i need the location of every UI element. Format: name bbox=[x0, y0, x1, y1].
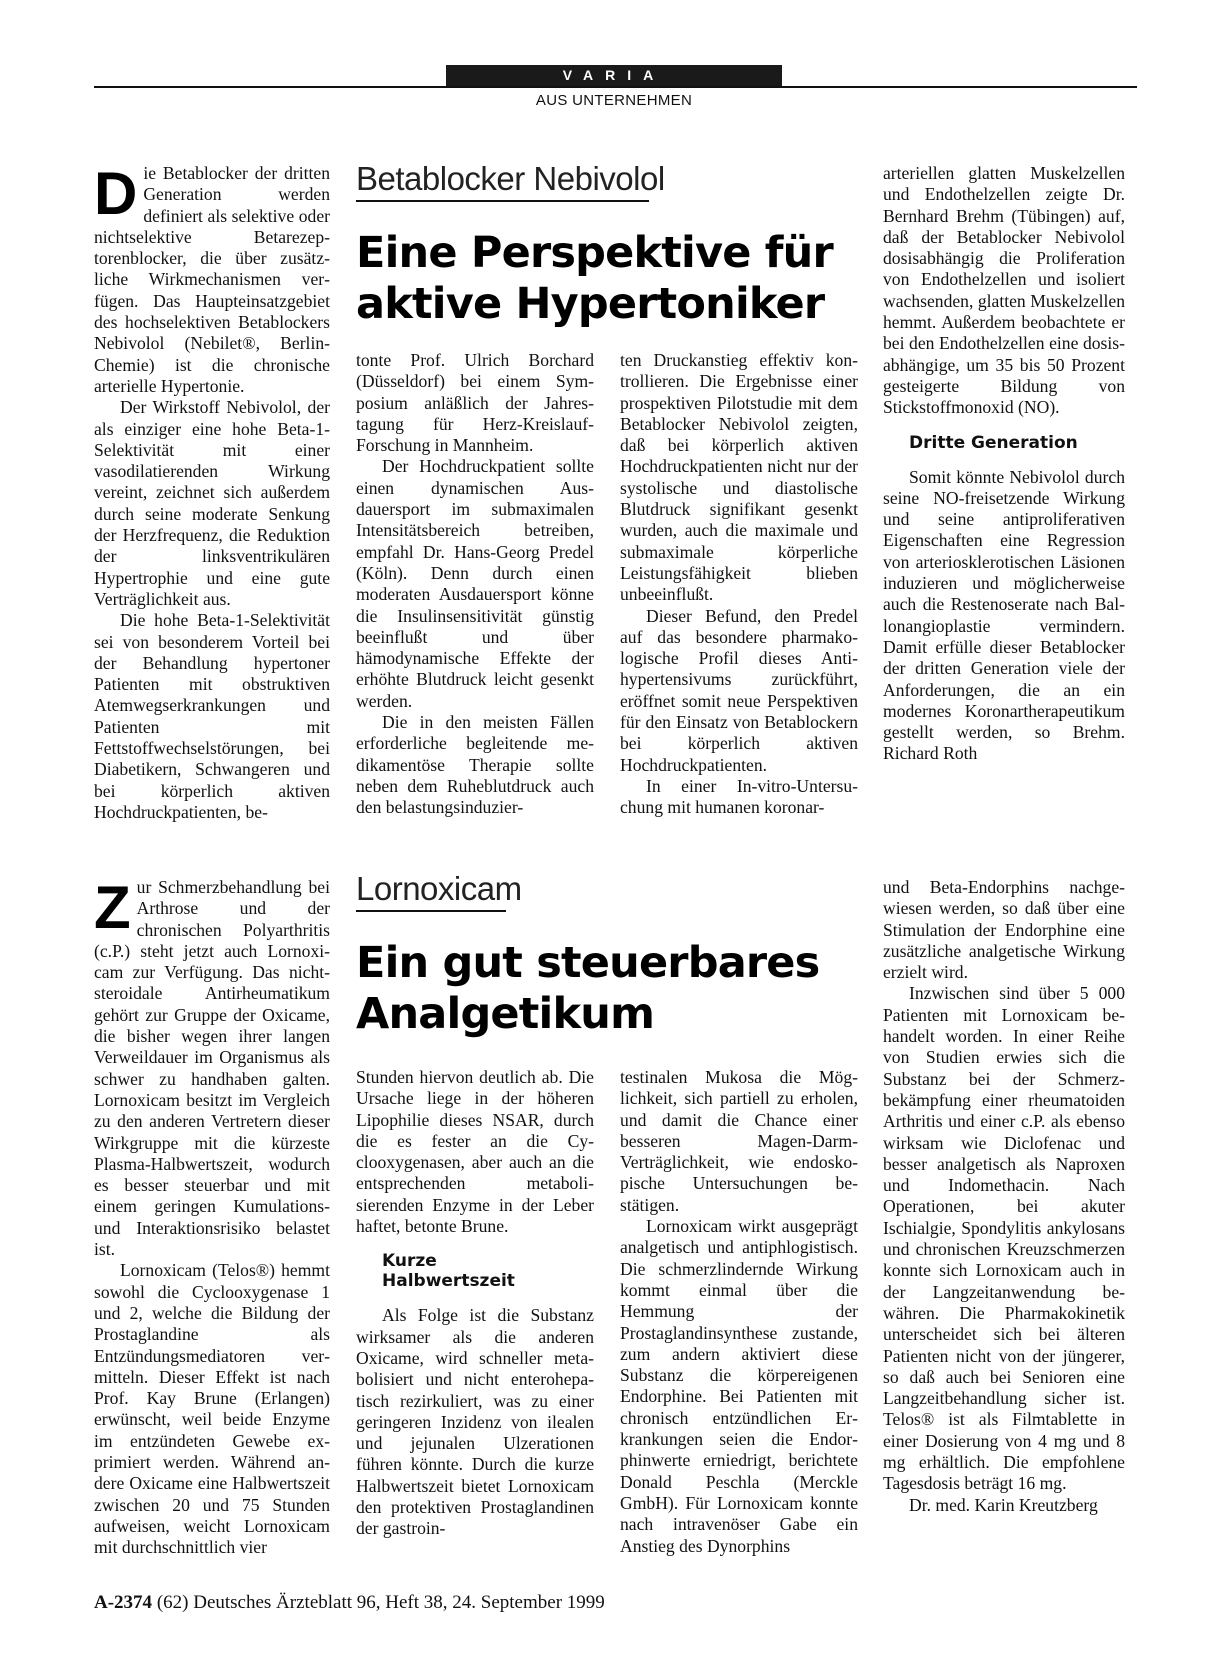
paragraph: ie Betablocker der dritten Generation werden definiert als selektive oder nichtselektive Betarezeptorenblocker, die über zusätzliche Wirkmechanismen verfügen. Das Haupteinsatzgebiet des hochselektiven Betablockers Nebivolol (Nebilet®, Berlin-Chemie) ist die chronische arterielle Hypertonie. bbox=[94, 163, 330, 396]
page-number: A-2374 bbox=[94, 1592, 153, 1613]
paragraph: testinalen Mukosa die Möglichkeit, sich partiell zu erholen, und damit die Chance einer besseren Magen-Darm-Verträglichkeit, wie endoskopische Untersuchungen bestätigen. bbox=[620, 1067, 858, 1215]
subsection-label: AUS UNTERNEHMEN bbox=[535, 92, 693, 109]
article1-headline-line1: Eine Perspektive für bbox=[356, 228, 833, 278]
paragraph: arteriellen glatten Muskelzellen und Endothelzellen zeigte Dr. Bernhard Brehm (Tübingen) auf, daß der Betablocker Nebivolol dosisabhängig die Proliferation von Endothelzellen und isoliert wachsenden, glatten Muskelzellen hemmt. Außerdem beobachtete er bei den Endothelzellen eine dosisabhängige, um 35 bis 50 Prozent gesteigerte Bildung von Stickstoffmonoxid (NO). bbox=[883, 163, 1125, 418]
paragraph: Dieser Befund, den Predel auf das besondere pharmakologische Profil dieses Antihypertensivums zurückführt, eröffnet somit neue Perspektiven für den Einsatz von Betablockern bei körperlich aktiven Hochdruckpatienten. bbox=[620, 605, 858, 775]
paragraph: Der Wirkstoff Nebivolol, der als einziger eine hohe Beta-1-Selektivität mit einer vasodilatierenden Wirkung vereint, zeichnet sich außerdem durch seine moderate Senkung der Herzfrequenz, die Reduktion der linksventrikulären Hypertrophie und eine gute Verträglichkeit aus. bbox=[94, 397, 330, 609]
article1-dropcap: D bbox=[94, 160, 138, 227]
article2-headline-line2: Analgetikum bbox=[356, 989, 655, 1039]
article2-headline bbox=[356, 938, 819, 1040]
article1-column-1 bbox=[94, 160, 330, 823]
header-rule bbox=[94, 86, 1137, 88]
paragraph: Somit könnte Nebivolol durch seine NO-freisetzende Wirkung und seine antiproliferativen Eigenschaften eine Regression von arteriosklerotischen Läsionen induzieren und möglicherweise auch die Restenoserate nach Ballonangioplastie vermindern. Damit erfülle dieser Betablocker der dritten Generation viele der Anforderungen, die an ein modernes Koronartherapeutikum gestellt werden, so Brehm. Richard Roth bbox=[883, 466, 1125, 764]
article2-column-3 bbox=[620, 1067, 858, 1557]
article2-dropcap: Z bbox=[94, 874, 131, 941]
article1-kicker: Betablocker Nebivolol bbox=[356, 160, 665, 197]
paragraph: Lornoxicam wirkt ausgeprägt analgetisch und antiphlogistisch. Die schmerzlindernde Wirkung kommt einmal über die Hemmung der Prostaglandinsynthese zustande, zum andern aktiviert diese Substanz die körpereigenen Endorphine. Bei Patienten mit chronisch entzündlichen Erkrankungen seien die Endorphinwerte erniedrigt, berichtete Donald Peschla (Merckle GmbH). Für Lornoxicam konnte nach intravenöser Gabe ein Anstieg des Dynorphins bbox=[620, 1216, 858, 1556]
article1-column-2 bbox=[356, 350, 594, 819]
article1-headline-line2: aktive Hypertoniker bbox=[356, 279, 825, 329]
article2-subhead bbox=[382, 1251, 594, 1291]
paragraph: Inzwischen sind über 5 000 Patienten mit Lornoxicam behandelt worden. In einer Reihe von Studien erwies sich die Substanz bei der Schmerzbekämpfung einer rheumatoiden Arthritis und einer c.P. als ebenso wirksam wie Diclofenac und besser analgetisch als Naproxen und Indomethacin. Nach Operationen, bei akuter Ischialgie, Spondylitis ankylosans und chronischen Kreuzschmerzen konnte sich Lornoxicam auch in der Langzeitanwendung bewähren. Die Pharmakokinetik unterscheidet sich bei älteren Patienten nicht von der jüngerer, so daß auch bei Senioren eine Langzeitbehandlung sicher ist. Telos® ist als Filmtablette in einer Dosierung von 4 mg und 8 mg erhältlich. Die empfohlene Tagesdosis beträgt 16 mg. bbox=[883, 983, 1125, 1494]
page-footer bbox=[94, 1592, 605, 1614]
article1-column-3 bbox=[620, 350, 858, 819]
article2-subhead-line1: Kurze bbox=[382, 1251, 437, 1272]
paragraph: Lornoxicam (Telos®) hemmt sowohl die Cyclooxygenase 1 und 2, welche die Bildung der Prostaglandine als Entzündungsmediatoren vermitteln. Dieser Effekt ist nach Prof. Kay Brune (Erlangen) erwünscht, weil beide Enzyme im entzündeten Gewebe exprimiert werden. Während andere Oxicame eine Halbwertszeit zwischen 20 und 75 Stunden aufweisen, weicht Lornoxicam mit durchschnittlich vier bbox=[94, 1260, 330, 1558]
section-label: VARIA bbox=[446, 65, 782, 86]
article2-kicker-rule bbox=[356, 910, 506, 912]
signature: Dr. med. Karin Kreutzberg bbox=[909, 1494, 1098, 1515]
paragraph: Stunden hiervon deutlich ab. Die Ursache liege in der höheren Lipophilie dieses NSAR, durch die es fester an die Cyclooxygenasen, aber auch an die entsprechenden metabolisierenden Enzyme in der Leber haftet, betonte Brune. bbox=[356, 1067, 594, 1237]
paragraph: ur Schmerzbehandlung bei Arthrose und der chronischen Polyarthritis (c.P.) steht jetzt auch Lornoxicam zur Verfügung. Das nichtsteroidale Antirheumatikum gehört zur Gruppe der Oxicame, die bisher wegen ihrer langen Verweildauer im Organismus als schwer zu handhaben galten. Lornoxicam besitzt im Vergleich zu den anderen Vertretern dieser Wirkgruppe mit die kürzeste Plasma-Halbwertszeit, wodurch es besser steuerbar und mit einem geringen Kumulations- und Interaktionsrisiko belastet ist. bbox=[94, 877, 330, 1260]
paragraph: ten Druckanstieg effektiv kontrollieren. Die Ergebnisse einer prospektiven Pilotstudie mit dem Betablocker Nebivolol zeigten, daß bei körperlich aktiven Hochdruckpatienten nicht nur der systolische und diastolische Blutdruck signifikant gesenkt wurden, auch die maximale und submaximale körperliche Leistungsfähigkeit blieben unbeeinflußt. bbox=[620, 350, 858, 605]
paragraph: Die in den meisten Fällen erforderliche begleitende medikamentöse Therapie sollte neben dem Ruheblutdruck auch den belastungsinduzier- bbox=[356, 712, 594, 818]
publication-info: (62) Deutsches Ärzteblatt 96, Heft 38, 24. September 1999 bbox=[152, 1592, 605, 1613]
paragraph: In einer In-vitro-Untersuchung mit humanen koronar- bbox=[620, 775, 858, 818]
article2-column-2 bbox=[356, 1067, 594, 1540]
article2-headline-line1: Ein gut steuerbares bbox=[356, 938, 820, 988]
article1-subhead: Dritte Generation bbox=[909, 432, 1078, 453]
paragraph: Die hohe Beta-1-Selektivität sei von besonderem Vorteil bei der Behandlung hypertoner Patienten mit obstruktiven Atemwegserkrankungen und Patienten mit Fettstoffwechselstörungen, bei Diabetikern, Schwangeren und bei körperlich aktiven Hochdruckpatienten, be- bbox=[94, 610, 330, 822]
article2-subhead-line2: Halbwertszeit bbox=[382, 1271, 515, 1292]
article1-headline bbox=[356, 228, 833, 330]
article2-column-1 bbox=[94, 874, 330, 1559]
paragraph: Als Folge ist die Substanz wirksamer als die anderen Oxicame, wird schneller metabolisiert und nicht enterohepatisch rezirkuliert, was zu einer geringeren Inzidenz von ilealen und jejunalen Ulzerationen führen könnte. Durch die kurze Halbwertszeit bietet Lornoxicam den protektiven Prostaglandinen der gastroin- bbox=[356, 1305, 594, 1539]
paragraph: tonte Prof. Ulrich Borchard (Düsseldorf) bei einem Symposium anläßlich der Jahrestagung für Herz-Kreislauf-Forschung in Mannheim. bbox=[356, 350, 594, 456]
article1-column-4 bbox=[883, 163, 1125, 765]
paragraph: und Beta-Endorphins nachgewiesen werden, so daß über eine Stimulation der Endorphine eine zusätzliche analgetische Wirkung erzielt wird. bbox=[883, 877, 1125, 983]
article1-kicker-rule bbox=[356, 200, 649, 202]
paragraph: Der Hochdruckpatient sollte einen dynamischen Ausdauersport im submaximalen Intensitätsbereich betreiben, empfahl Dr. Hans-Georg Predel (Köln). Denn durch einen moderaten Ausdauersport könne die Insulinsensitivität günstig beeinflußt und über hämodynamische Effekte der erhöhte Blutdruck leicht gesenkt werden. bbox=[356, 456, 594, 711]
article2-kicker: Lornoxicam bbox=[356, 870, 522, 907]
article2-column-4 bbox=[883, 877, 1125, 1516]
